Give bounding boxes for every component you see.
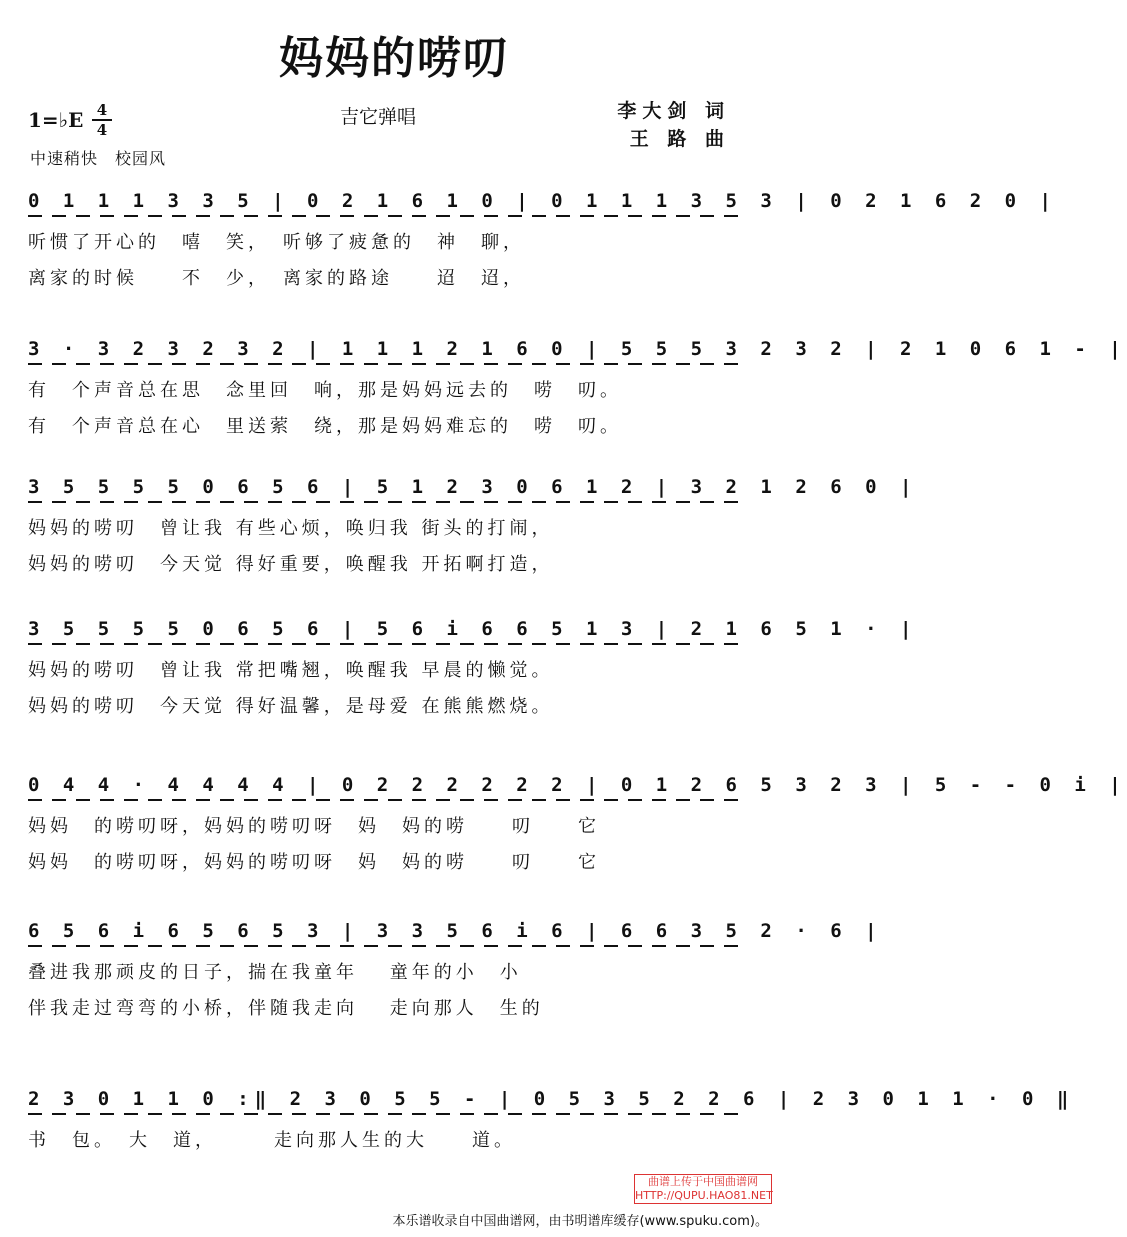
beam-lines <box>28 1113 744 1115</box>
lyric-verse-1: 听惯了开心的 嘻 笑， 听够了疲惫的 神 聊， <box>28 232 525 253</box>
lyric-verse-2: 伴我走过弯弯的小桥，伴随我走向 走向那人 生的 <box>28 998 544 1019</box>
beam-lines <box>28 501 744 503</box>
notation-line: 2 3 0 1 1 0 :‖ 2 3 0 5 5 - | 0 5 3 5 2 2 6 | 2 3 0 1 1 · 0 ‖ <box>28 1088 1075 1110</box>
beam-lines <box>28 799 744 801</box>
time-signature <box>92 102 112 138</box>
key-signature: 1=♭E <box>28 108 84 132</box>
lyric-verse-2: 妈妈 的唠叨呀，妈妈的唠叨呀 妈 妈的唠 叨 它 <box>28 852 600 873</box>
watermark-stamp <box>634 1174 772 1204</box>
notation-line: 3 · 3 2 3 2 3 2 | 1 1 1 2 1 6 0 | 5 5 5 3 2 3 2 | 2 1 0 6 1 - | <box>28 338 1127 360</box>
lyric-verse-1: 有 个声音总在思 念里回 响，那是妈妈远去的 唠 叨。 <box>28 380 622 401</box>
beam-lines <box>28 945 744 947</box>
lyric-verse-2: 妈妈的唠叨 今天觉 得好温馨，是母爱 在熊熊燃烧。 <box>28 696 554 717</box>
lyric-verse-1: 妈妈的唠叨 曾让我 常把嘴翘，唤醒我 早晨的懒觉。 <box>28 660 554 681</box>
source-note: 本乐谱收录自中国曲谱网，由书明谱库缓存(www.spuku.com)。 <box>392 1214 768 1229</box>
lyric-verse-1: 妈妈 的唠叨呀，妈妈的唠叨呀 妈 妈的唠 叨 它 <box>28 816 600 837</box>
notation-line: 3 5 5 5 5 0 6 5 6 | 5 1 2 3 0 6 1 2 | 3 2 1 2 6 0 | <box>28 476 918 498</box>
lyric-verse-2: 妈妈的唠叨 今天觉 得好重要，唤醒我 开拓啊打造， <box>28 554 554 575</box>
beam-lines <box>28 643 744 645</box>
beam-lines <box>28 363 744 365</box>
notation-line: 3 5 5 5 5 0 6 5 6 | 5 6 i 6 6 5 1 3 | 2 1 6 5 1 · | <box>28 618 918 640</box>
notation-line: 6 5 6 i 6 5 6 5 3 | 3 3 5 6 i 6 | 6 6 3 5 2 · 6 | <box>28 920 883 942</box>
watermark-line-2: HTTP://QUPU.HAO81.NET <box>635 1189 773 1202</box>
lyricist-credit: 李大剑 词 <box>617 100 730 122</box>
lyric-verse-1: 叠进我那顽皮的日子，揣在我童年 童年的小 小 <box>28 962 522 983</box>
time-signature-bottom: 4 <box>96 121 108 139</box>
beam-lines <box>28 215 744 217</box>
time-signature-top: 4 <box>96 101 108 119</box>
lyric-verse-2: 有 个声音总在心 里送萦 绕，那是妈妈难忘的 唠 叨。 <box>28 416 622 437</box>
performance-style: 吉它弹唱 <box>340 106 417 128</box>
song-title: 妈妈的唠叨 <box>279 33 509 84</box>
lyric-verse-1: 妈妈的唠叨 曾让我 有些心烦，唤归我 街头的打闹， <box>28 518 554 539</box>
watermark-line-1: 曲谱上传于中国曲谱网 <box>648 1175 758 1188</box>
notation-line: 0 1 1 1 3 3 5 | 0 2 1 6 1 0 | 0 1 1 1 3 5 3 | 0 2 1 6 2 0 | <box>28 190 1057 212</box>
notation-line: 0 4 4 · 4 4 4 4 | 0 2 2 2 2 2 2 | 0 1 2 6 5 3 2 3 | 5 - - 0 i | <box>28 774 1127 796</box>
tempo-marking: 中速稍快 校园风 <box>30 149 167 168</box>
lyric-verse-1: 书 包。 大 道， 走向那人生的大 道。 <box>28 1130 516 1151</box>
lyric-verse-2: 离家的时候 不 少， 离家的路途 迢 迢， <box>28 268 525 289</box>
composer-credit: 王 路 曲 <box>629 128 730 150</box>
